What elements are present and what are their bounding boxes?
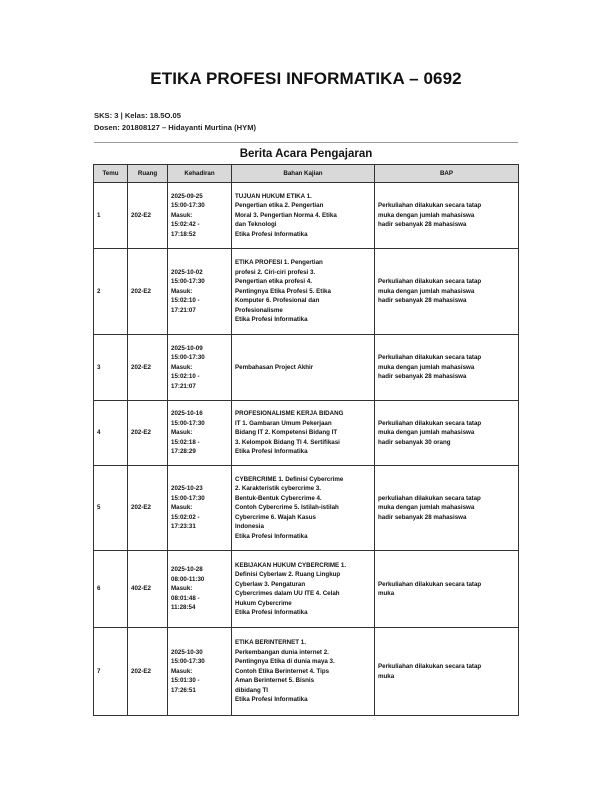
cell-ruang: 202-E2	[128, 628, 168, 716]
cell-temu: 4	[94, 401, 128, 466]
divider	[94, 142, 518, 143]
cell-bahan-kajian: TUJUAN HUKUM ETIKA 1. Pengertian etika 2. Pengertian Moral 3. Pengertian Norma 4. Etika dan Teknologi Etika Profesi Informatika	[232, 183, 375, 249]
cell-temu: 5	[94, 466, 128, 551]
cell-temu: 1	[94, 183, 128, 249]
cell-temu: 2	[94, 249, 128, 335]
cell-kehadiran: 2025-10-02 15:00-17:30 Masuk: 15:02:10 - 17:21:07	[168, 249, 232, 335]
table-row	[94, 183, 519, 249]
cell-ruang: 202-E2	[128, 249, 168, 335]
table-row	[94, 401, 519, 466]
cell-kehadiran: 2025-09-25 15:00-17:30 Masuk: 15:02:42 - 17:18:52	[168, 183, 232, 249]
header-temu: Temu	[94, 165, 128, 183]
document-title: ETIKA PROFESI INFORMATIKA – 0692	[150, 69, 462, 88]
bap-table	[93, 164, 519, 716]
cell-ruang: 202-E2	[128, 466, 168, 551]
table-row	[94, 551, 519, 628]
cell-kehadiran: 2025-10-16 15:00-17:30 Masuk: 15:02:18 - 17:28:29	[168, 401, 232, 466]
cell-bahan-kajian: CYBERCRIME 1. Definisi Cybercrime 2. Karakteristik cybercrime 3. Bentuk-Bentuk Cybercrime 4. Contoh Cybercrime 5. Istilah-istilah Cybercrime 6. Wajah Kasus Indonesia Etika Profesi Informatika	[232, 466, 375, 551]
cell-ruang: 402-E2	[128, 551, 168, 628]
cell-bahan-kajian: ETIKA BERINTERNET 1. Perkembangan dunia internet 2. Pentingnya Etika di dunia maya 3. Contoh Etika Berinternet 4. Tips Aman Berinternet 5. Bisnis dibidang TI Etika Profesi Informatika	[232, 628, 375, 716]
section-title: Berita Acara Pengajaran	[239, 148, 373, 160]
course-info: SKS: 3 | Kelas: 18.5O.05	[94, 111, 181, 120]
cell-temu: 3	[94, 335, 128, 401]
cell-ruang: 202-E2	[128, 401, 168, 466]
cell-bahan-kajian: KEBIJAKAN HUKUM CYBERCRIME 1. Definisi Cyberlaw 2. Ruang Lingkup Cyberlaw 3. Pengaturan Cybercrimes dalam UU ITE 4. Celah Hukum Cybercrime Etika Profesi Informatika	[232, 551, 375, 628]
table-row	[94, 628, 519, 716]
cell-kehadiran: 2025-10-23 15:00-17:30 Masuk: 15:02:02 - 17:23:31	[168, 466, 232, 551]
cell-kehadiran: 2025-10-28 08:00-11:30 Masuk: 08:01:48 - 11:28:54	[168, 551, 232, 628]
cell-ruang: 202-E2	[128, 335, 168, 401]
cell-kehadiran: 2025-10-30 15:00-17:30 Masuk: 15:01:30 - 17:26:51	[168, 628, 232, 716]
cell-bap: Perkuliahan dilakukan secara tatap muka	[375, 551, 519, 628]
table-row	[94, 466, 519, 551]
header-bahan-kajian: Bahan Kajian	[232, 165, 375, 183]
cell-bahan-kajian: Pembahasan Project Akhir	[232, 335, 375, 401]
table-row	[94, 335, 519, 401]
cell-bap: Perkuliahan dilakukan secara tatap muka	[375, 628, 519, 716]
cell-bap: perkuliahan dilakukan secara tatap muka dengan jumlah mahasiswa hadir sebanyak 28 mahasiswa	[375, 466, 519, 551]
cell-ruang: 202-E2	[128, 183, 168, 249]
header-ruang: Ruang	[128, 165, 168, 183]
cell-temu: 7	[94, 628, 128, 716]
cell-temu: 6	[94, 551, 128, 628]
cell-bap: Perkuliahan dilakukan secara tatap muka dengan jumlah mahasiswa hadir sebanyak 28 mahasiswa	[375, 183, 519, 249]
cell-bap: Perkuliahan dilakukan secara tatap muka dengan jumlah mahasiswa hadir sebanyak 30 orang	[375, 401, 519, 466]
table-header-row	[94, 165, 519, 183]
cell-kehadiran: 2025-10-09 15:00-17:30 Masuk: 15:02:10 - 17:21:07	[168, 335, 232, 401]
cell-bahan-kajian: PROFESIONALISME KERJA BIDANG IT 1. Gambaran Umum Pekerjaan Bidang IT 2. Kompetensi Bidang IT 3. Kelompok Bidang TI 4. Sertifikasi Etika Profesi Informatika	[232, 401, 375, 466]
header-bap: BAP	[375, 165, 519, 183]
cell-bahan-kajian: ETIKA PROFESI 1. Pengertian profesi 2. Ciri-ciri profesi 3. Pengertian etika profesi 4. Pentingnya Etika Profesi 5. Etika Komputer 6. Profesional dan Profesionalisme Etika Profesi Informatika	[232, 249, 375, 335]
cell-bap: Perkuliahan dilakukan secara tatap muka dengan jumlah mahasiswa hadir sebanyak 28 mahasiswa	[375, 335, 519, 401]
table-row	[94, 249, 519, 335]
header-kehadiran: Kehadiran	[168, 165, 232, 183]
cell-bap: Perkuliahan dilakukan secara tatap muka dengan jumlah mahasiswa hadir sebanyak 28 mahasiswa	[375, 249, 519, 335]
lecturer-info: Dosen: 201808127 – Hidayanti Murtina (HYM)	[94, 123, 257, 132]
